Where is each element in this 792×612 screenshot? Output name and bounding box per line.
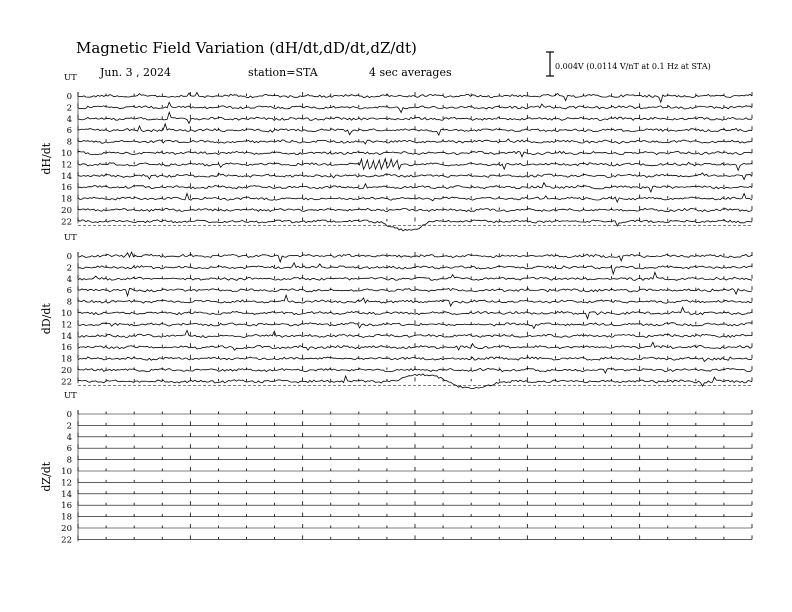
hour-tick-label: 22 (61, 535, 72, 546)
hour-tick-label: 12 (61, 160, 72, 171)
hour-tick-label: 16 (61, 343, 72, 354)
panels-group (40, 73, 752, 545)
hour-tick-label: 0 (66, 252, 72, 262)
hour-tick-label: 18 (61, 354, 72, 365)
panel-1 (40, 73, 752, 231)
scale-label: 0.004V (0.0114 V/nT at 0.1 Hz at STA) (555, 62, 711, 71)
hour-tick-label: 6 (66, 126, 72, 137)
hour-tick-label: 4 (66, 114, 72, 125)
hour-tick-label: 22 (61, 377, 72, 388)
panel-ylabel: dD/dt (40, 303, 53, 335)
hour-tick-label: 4 (66, 432, 72, 443)
hour-tick-label: 10 (61, 467, 72, 477)
hour-tick-label: 20 (61, 206, 72, 216)
scale-bar (546, 52, 554, 76)
hour-tick-label: 16 (61, 501, 72, 512)
ut-label: UT (64, 391, 77, 401)
hour-tick-label: 14 (61, 171, 72, 182)
station-label: station=STA (248, 66, 318, 79)
hour-tick-label: 0 (66, 92, 72, 102)
chart-title: Magnetic Field Variation (dH/dt,dD/dt,dZ/dt) (76, 39, 417, 57)
trace-row (78, 124, 752, 135)
panel-ylabel: dZ/dt (40, 461, 53, 492)
panel-ylabel: dH/dt (40, 142, 53, 175)
hour-tick-label: 8 (66, 297, 72, 308)
hour-tick-label: 2 (66, 103, 72, 114)
hour-tick-label: 20 (61, 524, 72, 534)
averaging-label: 4 sec averages (369, 66, 452, 79)
hour-tick-label: 2 (66, 421, 72, 432)
panel-2 (40, 233, 752, 389)
hour-tick-label: 16 (61, 183, 72, 194)
hour-tick-label: 22 (61, 217, 72, 228)
hour-tick-label: 8 (66, 137, 72, 148)
ut-label: UT (64, 233, 77, 243)
hour-tick-label: 12 (61, 320, 72, 331)
hour-tick-label: 14 (61, 489, 72, 500)
hour-tick-label: 10 (61, 149, 72, 159)
panel-3 (40, 391, 752, 545)
trace-row (78, 368, 752, 373)
hour-tick-label: 20 (61, 366, 72, 376)
hour-tick-label: 4 (66, 274, 72, 285)
trace-row (78, 112, 752, 123)
hour-tick-label: 6 (66, 444, 72, 455)
hour-tick-label: 18 (61, 194, 72, 205)
trace-row (78, 159, 752, 171)
ut-label: UT (64, 73, 77, 83)
hour-tick-label: 0 (66, 410, 72, 420)
hour-tick-label: 14 (61, 331, 72, 342)
date-label: Jun. 3 , 2024 (100, 66, 172, 79)
hour-tick-label: 18 (61, 512, 72, 523)
hour-tick-label: 8 (66, 455, 72, 466)
hour-tick-label: 12 (61, 478, 72, 489)
hour-tick-label: 2 (66, 263, 72, 274)
hour-tick-label: 10 (61, 309, 72, 319)
trace-row (78, 357, 752, 362)
hour-tick-label: 6 (66, 286, 72, 297)
